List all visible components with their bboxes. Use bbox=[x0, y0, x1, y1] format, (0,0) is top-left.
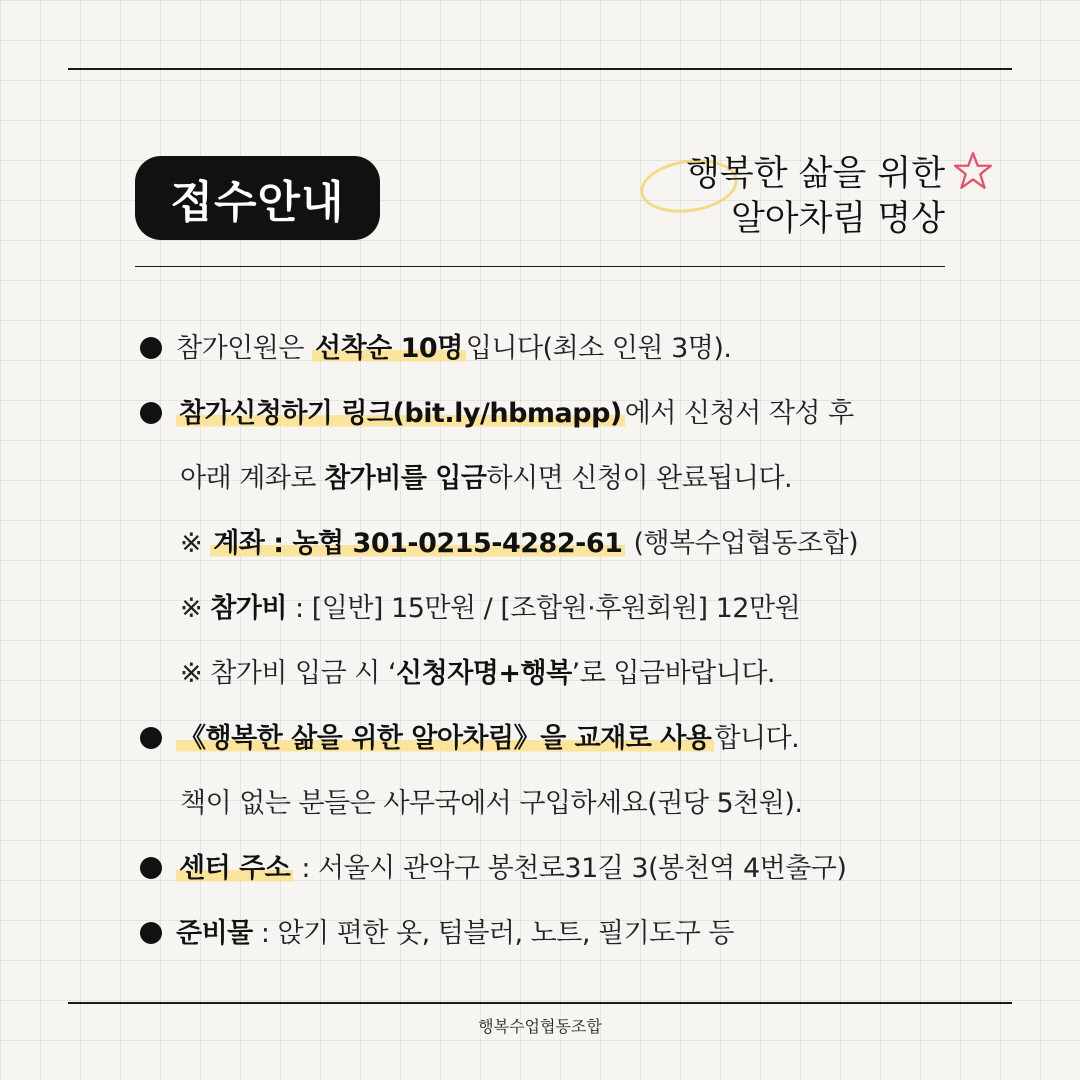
signup-link-text[interactable]: 참가신청하기 링크(bit.ly/hbmapp) bbox=[176, 398, 625, 429]
highlight-text: 《행복한 삶을 위한 알아차림》을 교재로 사용 bbox=[176, 723, 714, 754]
bottom-rule bbox=[68, 1002, 1012, 1004]
list-item bbox=[140, 316, 970, 381]
item-text: : 앉기 편한 옷, 텀블러, 노트, 필기도구 등 bbox=[252, 918, 734, 949]
bullet-dot bbox=[140, 337, 162, 359]
bullet-dot bbox=[140, 857, 162, 879]
item-text: ’로 입금바랍니다. bbox=[571, 658, 775, 689]
note-mark: ※ bbox=[180, 528, 211, 559]
section-badge: 접수안내 bbox=[135, 156, 380, 240]
item-text: (행복수업협동조합) bbox=[625, 528, 859, 559]
item-text: 하시면 신청이 완료됩니다. bbox=[486, 463, 793, 494]
list-item bbox=[140, 901, 970, 966]
highlight-text: 선착순 10명 bbox=[312, 333, 466, 364]
bullet-dot bbox=[140, 922, 162, 944]
highlight-text: 계좌 : 농협 301-0215-4282-61 bbox=[210, 528, 625, 559]
item-text: 에서 신청서 작성 후 bbox=[624, 398, 854, 429]
top-rule bbox=[68, 68, 1012, 70]
program-title-line2: 알아차림 명상 bbox=[731, 199, 945, 239]
highlight-text: 센터 주소 bbox=[176, 853, 293, 884]
bold-text: 참가비 bbox=[210, 593, 287, 624]
footer-org-name: 행복수업협동조합 bbox=[478, 1017, 602, 1036]
header-divider bbox=[135, 266, 945, 267]
account-note bbox=[140, 511, 970, 576]
deposit-note bbox=[140, 641, 970, 706]
item-text: 아래 계좌로 bbox=[180, 463, 325, 494]
program-title-line1: 행복한 삶을 위한 bbox=[686, 154, 945, 194]
list-item bbox=[140, 836, 970, 901]
star-icon bbox=[952, 150, 994, 192]
item-text: 합니다. bbox=[714, 723, 800, 754]
item-text: : 서울시 관악구 봉천로31길 3(봉천역 4번출구) bbox=[293, 853, 847, 884]
item-text: 입니다(최소 인원 3명). bbox=[465, 333, 732, 364]
fee-note bbox=[140, 576, 970, 641]
list-item bbox=[140, 706, 970, 771]
list-item bbox=[140, 381, 970, 446]
info-list bbox=[140, 316, 970, 966]
bullet-dot bbox=[140, 402, 162, 424]
bold-text: 준비물 bbox=[176, 918, 253, 949]
list-item-continuation bbox=[140, 771, 970, 836]
item-text: : [일반] 15만원 / [조합원·후원회원] 12만원 bbox=[286, 593, 801, 624]
bold-text: 신청자명+행복 bbox=[396, 658, 572, 689]
program-title bbox=[686, 152, 945, 242]
bold-text: 참가비를 입금 bbox=[324, 463, 487, 494]
item-text: ※ 참가비 입금 시 ‘ bbox=[180, 658, 397, 689]
bullet-dot bbox=[140, 727, 162, 749]
item-text: 책이 없는 분들은 사무국에서 구입하세요(권당 5천원). bbox=[180, 788, 803, 819]
item-text: 참가인원은 bbox=[176, 333, 312, 364]
list-item-continuation bbox=[140, 446, 970, 511]
note-mark: ※ bbox=[180, 593, 211, 624]
